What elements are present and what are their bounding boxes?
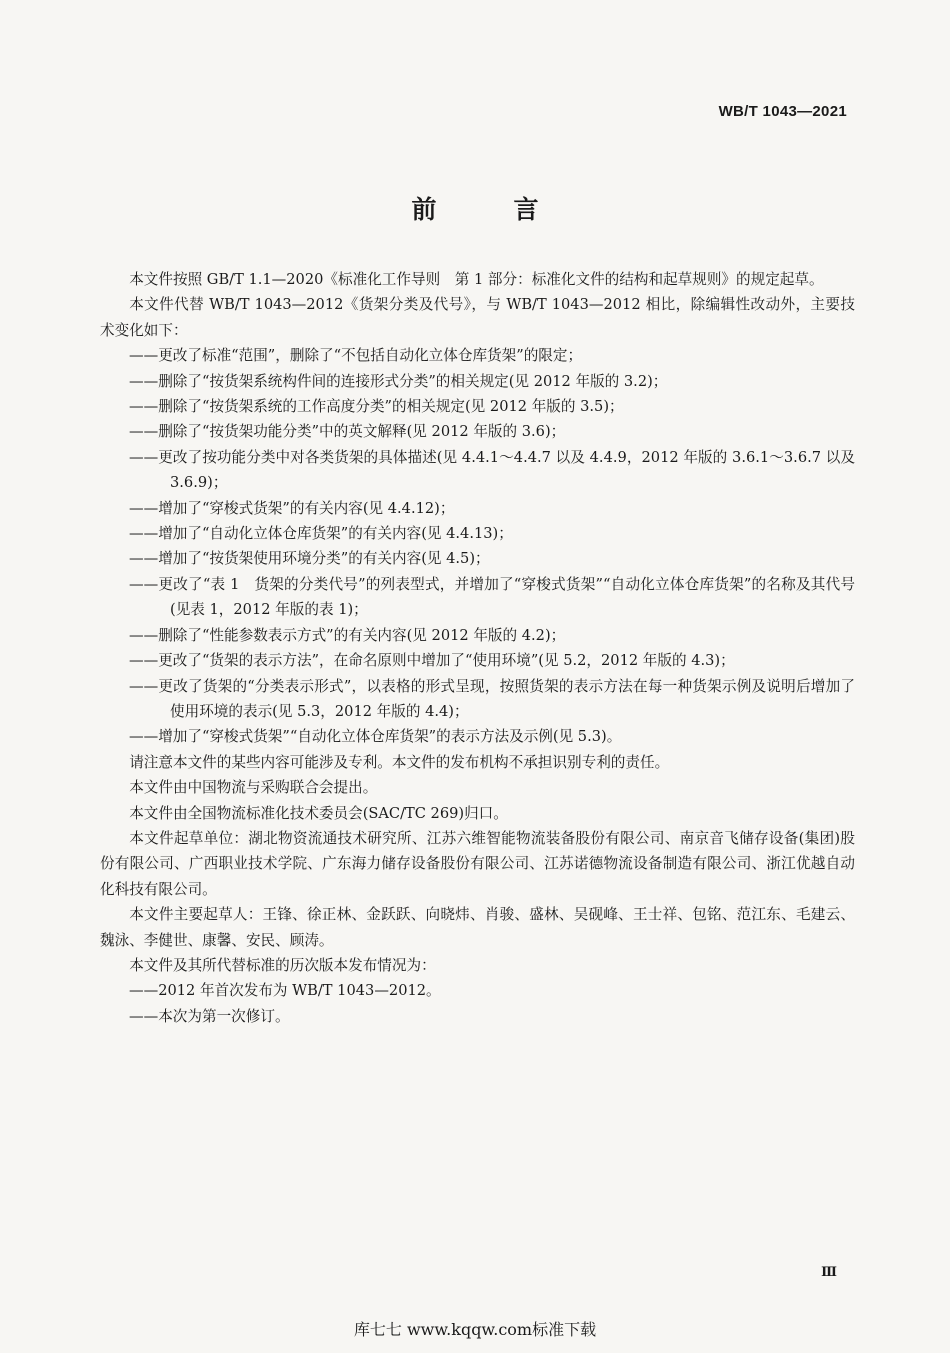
list-item: ——删除了“按货架功能分类”中的英文解释(见 2012 年版的 3.6)； xyxy=(129,423,566,441)
paragraph: 本文件由全国物流标准化技术委员会(SAC/TC 269)归口。 xyxy=(129,804,508,822)
list-item: ——更改了“表 1 货架的分类代号”的列表型式，并增加了“穿梭式货架”“自动化立体仓库货架”的名称及其代号(见表 1，2012 年版的表 1)； xyxy=(129,575,855,619)
list-item: ——增加了“按货架使用环境分类”的有关内容(见 4.5)； xyxy=(129,550,490,568)
list-item: ——增加了“穿梭式货架”的有关内容(见 4.4.12)； xyxy=(129,499,455,517)
list-item: ——本次为第一次修订。 xyxy=(129,1007,290,1025)
standard-code: WB/T 1043—2021 xyxy=(718,103,847,120)
list-item: ——更改了按功能分类中对各类货架的具体描述(见 4.4.1～4.4.7 以及 4.4.9，2012 年版的 3.6.1～3.6.7 以及 3.6.9)； xyxy=(129,448,855,492)
list-item: ——增加了“穿梭式货架”“自动化立体仓库货架”的表示方法及示例(见 5.3)。 xyxy=(129,728,622,746)
paragraph: 本文件及其所代替标准的历次版本发布情况为： xyxy=(129,956,436,974)
list-item: ——更改了货架的“分类表示形式”，以表格的形式呈现，按照货架的表示方法在每一种货架示例及说明后增加了使用环境的表示(见 5.3，2012 年版的 4.4)； xyxy=(129,677,855,720)
foreword-body xyxy=(100,267,855,1029)
paragraph: 本文件起草单位：湖北物资流通技术研究所、江苏六维智能物流装备股份有限公司、南京音飞储存设备(集团)股份有限公司、广西职业技术学院、广东海力储存设备股份有限公司、江苏诺德物流设备制造有限公司、浙江优越自动化科技有限公司。 xyxy=(100,829,855,898)
list-item: ——删除了“按货架系统的工作高度分类”的相关规定(见 2012 年版的 3.5)； xyxy=(129,398,624,416)
paragraph: 本文件由中国物流与采购联合会提出。 xyxy=(129,779,378,797)
list-item: ——2012 年首次发布为 WB/T 1043—2012。 xyxy=(129,982,441,1000)
list-item: ——更改了标准“范围”，删除了“不包括自动化立体仓库货架”的限定； xyxy=(129,347,583,365)
download-footer: 库七七 www.kqqw.com标准下载 xyxy=(353,1320,597,1339)
changes-list xyxy=(100,343,855,750)
list-item: ——删除了“性能参数表示方式”的有关内容(见 2012 年版的 4.2)； xyxy=(129,626,566,644)
page-number: Ⅲ xyxy=(821,1265,837,1280)
paragraph: 本文件代替 WB/T 1043—2012《货架分类及代号》，与 WB/T 1043—2012 相比，除编辑性改动外，主要技术变化如下： xyxy=(100,296,855,339)
page-title: 前 言 xyxy=(411,195,565,224)
history-list xyxy=(100,978,855,1029)
paragraph: 本文件主要起草人：王锋、徐正林、金跃跃、向晓炜、肖骏、盛林、吴砚峰、王士祥、包铭、范江东、毛建云、魏泳、李健世、康馨、安民、顾涛。 xyxy=(100,906,855,949)
list-item: ——更改了“货架的表示方法”，在命名原则中增加了“使用环境”(见 5.2，2012 年版的 4.3)； xyxy=(129,652,735,670)
paragraph: 本文件按照 GB/T 1.1—2020《标准化工作导则 第 1 部分：标准化文件的结构和起草规则》的规定起草。 xyxy=(129,271,824,288)
paragraph: 请注意本文件的某些内容可能涉及专利。本文件的发布机构不承担识别专利的责任。 xyxy=(129,753,670,771)
list-item: ——增加了“自动化立体仓库货架”的有关内容(见 4.4.13)； xyxy=(129,525,513,543)
list-item: ——删除了“按货架系统构件间的连接形式分类”的相关规定(见 2012 年版的 3.2)； xyxy=(129,372,668,390)
